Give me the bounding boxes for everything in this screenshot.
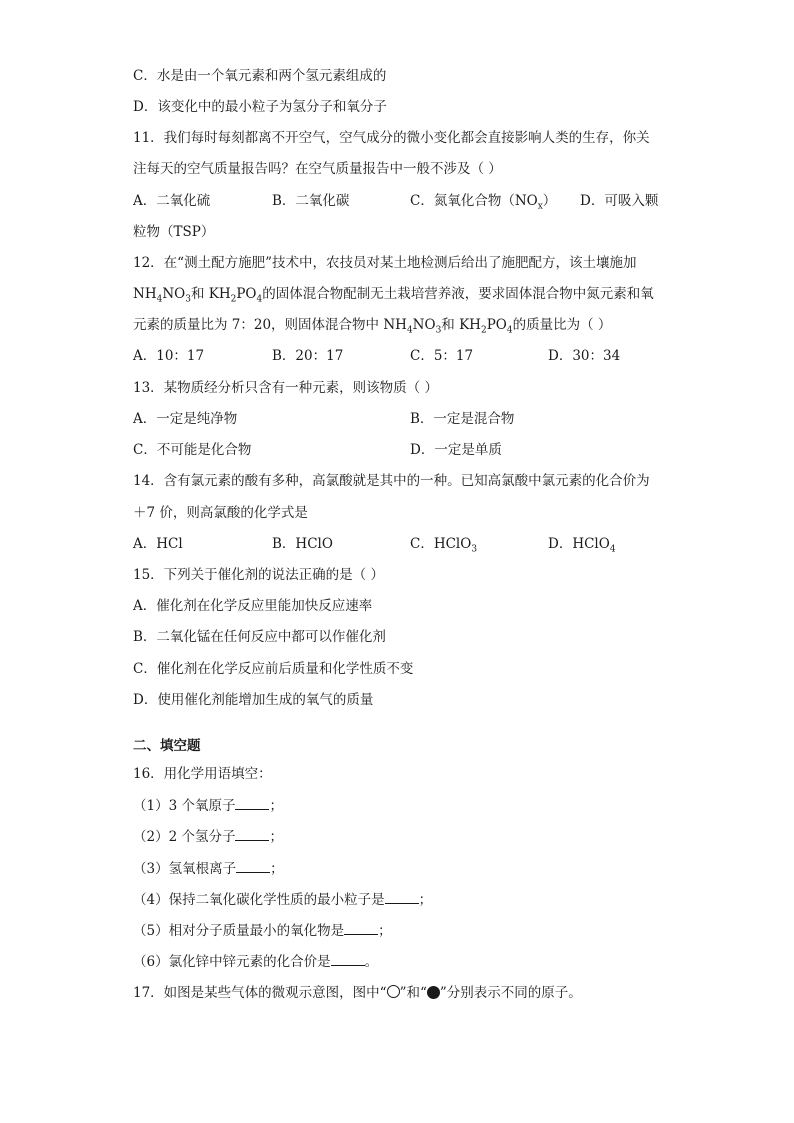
q14-option-d-text: D．HClO bbox=[548, 536, 610, 552]
q11-option-c-end: ） bbox=[542, 193, 557, 209]
q16-item-4 bbox=[133, 889, 432, 910]
q12-stem-line3 bbox=[133, 315, 611, 341]
q14-option-b: B．HClO bbox=[272, 536, 333, 552]
q12-no: NO bbox=[162, 286, 186, 302]
punct: 。 bbox=[364, 954, 379, 970]
q15-stem: 15．下列关于催化剂的说法正确的是（ ） bbox=[133, 567, 384, 583]
q12-sub: 4 bbox=[506, 325, 513, 336]
q17-text: 17．如图是某些气体的微观示意图，图中“ bbox=[133, 985, 387, 1001]
q12-text: 元素的质量比为 7：20，则固体混合物中 NH bbox=[133, 317, 407, 333]
q14-option-d bbox=[548, 534, 616, 560]
answer-blank[interactable] bbox=[235, 826, 269, 841]
q17-stem bbox=[133, 983, 582, 1003]
q12-text: 的质量比为（ ） bbox=[512, 317, 612, 333]
q16-item-6 bbox=[133, 951, 378, 972]
q17-text: ”和“ bbox=[399, 985, 427, 1001]
q14-option-c-text: C．HClO bbox=[410, 536, 472, 552]
answer-blank[interactable] bbox=[236, 858, 270, 873]
q11-stem-line1: 11．我们每时每刻都离不开空气，空气成分的微小变化都会直接影响人类的生存，你关 bbox=[133, 130, 650, 146]
q16-item-3 bbox=[133, 858, 284, 879]
q16-item-4-text: （4）保持二氧化碳化学性质的最小粒子是 bbox=[133, 892, 385, 908]
q16-stem: 16．用化学用语填空： bbox=[133, 766, 272, 782]
q12-option-c: C．5：17 bbox=[410, 348, 474, 364]
q14-option-d-sub: 4 bbox=[609, 544, 616, 555]
q13-stem: 13．某物质经分析只含有一种元素，则该物质（ ） bbox=[133, 380, 438, 396]
q16-item-5 bbox=[133, 920, 392, 941]
q14-stem-line1: 14．含有氯元素的酸有多种，高氯酸就是其中的一种。已知高氯酸中氯元素的化合价为 bbox=[133, 473, 650, 489]
q15-option-b: B．二氧化锰在任何反应中都可以作催化剂 bbox=[133, 629, 386, 645]
q16-item-1 bbox=[133, 795, 283, 816]
q12-sub: 2 bbox=[480, 325, 487, 336]
q17-text: ”分别表示不同的原子。 bbox=[439, 985, 582, 1001]
q12-sub: 3 bbox=[185, 294, 191, 305]
q12-po: PO bbox=[236, 286, 257, 302]
q11-option-c-text: C．氮氧化合物（NO bbox=[410, 193, 538, 209]
q12-po: PO bbox=[486, 317, 507, 333]
answer-blank[interactable] bbox=[344, 920, 378, 935]
q12-nh: NH bbox=[133, 286, 157, 302]
q15-option-d: D．使用催化剂能增加生成的氧气的质量 bbox=[133, 692, 374, 708]
q11-stem-line2: 注每天的空气质量报告吗？在空气质量报告中一般不涉及（ ） bbox=[133, 161, 502, 177]
q13-option-d: D．一定是单质 bbox=[410, 442, 502, 458]
q10-option-d: D．该变化中的最小粒子为氢分子和氧分子 bbox=[133, 99, 387, 115]
q12-sub: 4 bbox=[406, 325, 413, 336]
q15-option-c: C．催化剂在化学反应前后质量和化学性质不变 bbox=[133, 661, 414, 677]
q10-option-c: C．水是由一个氧元素和两个氢元素组成的 bbox=[133, 68, 387, 84]
q12-sub: 4 bbox=[156, 294, 163, 305]
q11-option-c-sub: x bbox=[537, 201, 543, 212]
q16-item-5-text: （5）相对分子质量最小的氧化物是 bbox=[133, 923, 345, 939]
q12-kh: 和 KH bbox=[190, 286, 231, 302]
q13-option-c: C．不可能是化合物 bbox=[133, 442, 252, 458]
punct: ； bbox=[269, 798, 283, 814]
q16-item-6-text: （6）氯化锌中锌元素的化合价是 bbox=[133, 954, 331, 970]
q14-stem-line2: ＋7 价，则高氯酸的化学式是 bbox=[133, 505, 308, 521]
q13-option-b: B．一定是混合物 bbox=[410, 411, 515, 427]
punct: ； bbox=[418, 892, 433, 908]
q11-option-c bbox=[410, 191, 556, 217]
q12-sub: 2 bbox=[230, 294, 237, 305]
q12-sub: 4 bbox=[256, 294, 263, 305]
open-circle-icon bbox=[387, 985, 400, 998]
punct: ； bbox=[270, 861, 284, 877]
answer-blank[interactable] bbox=[385, 889, 419, 904]
q12-text: 的固体混合物配制无土栽培营养液，要求固体混合物中氮元素和氧 bbox=[262, 286, 654, 302]
q12-option-d: D．30：34 bbox=[548, 348, 621, 364]
answer-blank[interactable] bbox=[235, 795, 269, 810]
q12-option-b: B．20：17 bbox=[272, 348, 344, 364]
q16-item-2-text: （2）2 个氢分子 bbox=[133, 829, 236, 845]
q16-item-1-text: （1）3 个氧原子 bbox=[133, 798, 236, 814]
q16-item-2 bbox=[133, 826, 283, 847]
q11-option-a: A．二氧化硫 bbox=[133, 193, 211, 209]
q11-option-b: B．二氧化碳 bbox=[272, 193, 350, 209]
q15-option-a: A．催化剂在化学反应里能加快反应速率 bbox=[133, 598, 373, 614]
q12-kh: 和 KH bbox=[441, 317, 481, 333]
q12-stem-line2 bbox=[133, 284, 654, 310]
q12-sub: 3 bbox=[435, 325, 442, 336]
q12-no: NO bbox=[412, 317, 436, 333]
section-heading-fill-in: 二、填空题 bbox=[133, 738, 201, 754]
q14-option-a: A．HCl bbox=[133, 536, 183, 552]
punct: ； bbox=[269, 829, 283, 845]
q14-option-c bbox=[410, 534, 477, 560]
q16-item-3-text: （3）氢氧根离子 bbox=[133, 861, 237, 877]
answer-blank[interactable] bbox=[331, 951, 365, 966]
q14-option-c-sub: 3 bbox=[471, 544, 478, 555]
filled-circle-icon bbox=[427, 986, 440, 999]
q11-option-d: D．可吸入颗 bbox=[580, 193, 659, 209]
punct: ； bbox=[378, 923, 392, 939]
q12-stem-line1: 12．在“测土配方施肥”技术中，农技员对某土地检测后给出了施肥配方，该土壤施加 bbox=[133, 255, 637, 271]
q11-option-d-cont: 粒物（TSP） bbox=[133, 224, 215, 240]
q12-option-a: A．10：17 bbox=[133, 348, 205, 364]
q13-option-a: A．一定是纯净物 bbox=[133, 411, 238, 427]
